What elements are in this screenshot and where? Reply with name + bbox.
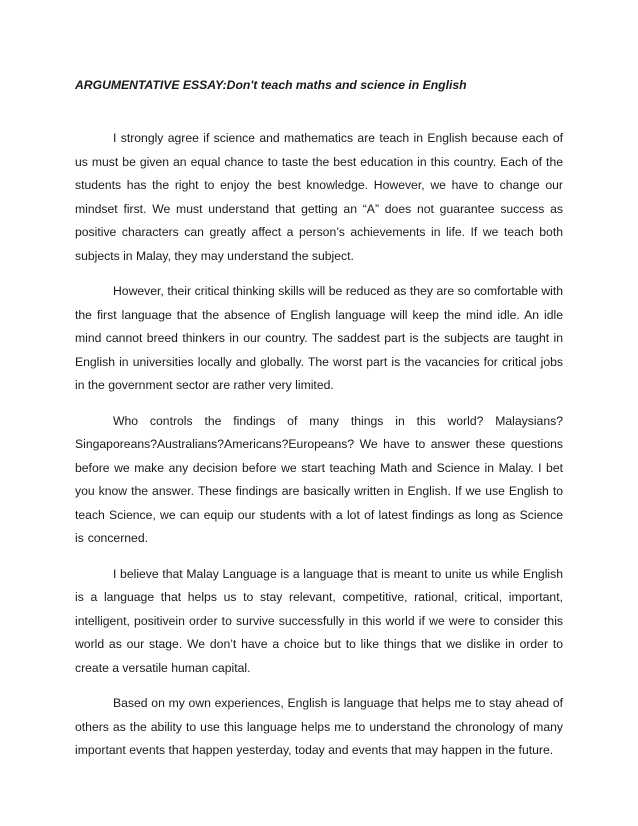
- essay-title: ARGUMENTATIVE ESSAY:Don't teach maths and science in English: [75, 78, 467, 92]
- essay-paragraph-1: I strongly agree if science and mathematics are teach in English because each of us must be given an equal chance to taste the best education in this country. Each of the students has the right to enjoy the best knowledge. However, we have to change our mindset first. We must understand that getting an “A” does not guarantee success as positive characters can greatly affect a person’s achievements in life. If we teach both subjects in Malay, they may understand the subject.: [75, 131, 563, 263]
- document-page: [75, 75, 563, 763]
- essay-paragraph-5: Based on my own experiences, English is language that helps me to stay ahead of others as the ability to use this language helps me to understand the chronology of many important events that happen yesterday, today and events that may happen in the future.: [75, 696, 563, 757]
- essay-paragraph-3: Who controls the findings of many things in this world? Malaysians?Singaporeans?Australians?Americans?Europeans? We have to answer these questions before we make any decision before we start teaching Math and Science in Malay. I bet you know the answer. These findings are basically written in English. If we use English to teach Science, we can equip our students with a lot of latest findings as long as Science is concerned.: [75, 413, 563, 545]
- essay-paragraph-4: I believe that Malay Language is a language that is meant to unite us while English is a language that helps us to stay relevant, competitive, rational, critical, important, intelligent, positivein order to survive successfully in this world if we were to consider this world as our stage. We don’t have a choice but to like things that we dislike in order to create a versatile human capital.: [75, 566, 563, 675]
- essay-paragraph-2: However, their critical thinking skills will be reduced as they are so comfortable with the first language that the absence of English language will keep the mind idle. An idle mind cannot breed thinkers in our country. The saddest part is the subjects are taught in English in universities locally and globally. The worst part is the vacancies for critical jobs in the government sector are rather very limited.: [75, 284, 563, 392]
